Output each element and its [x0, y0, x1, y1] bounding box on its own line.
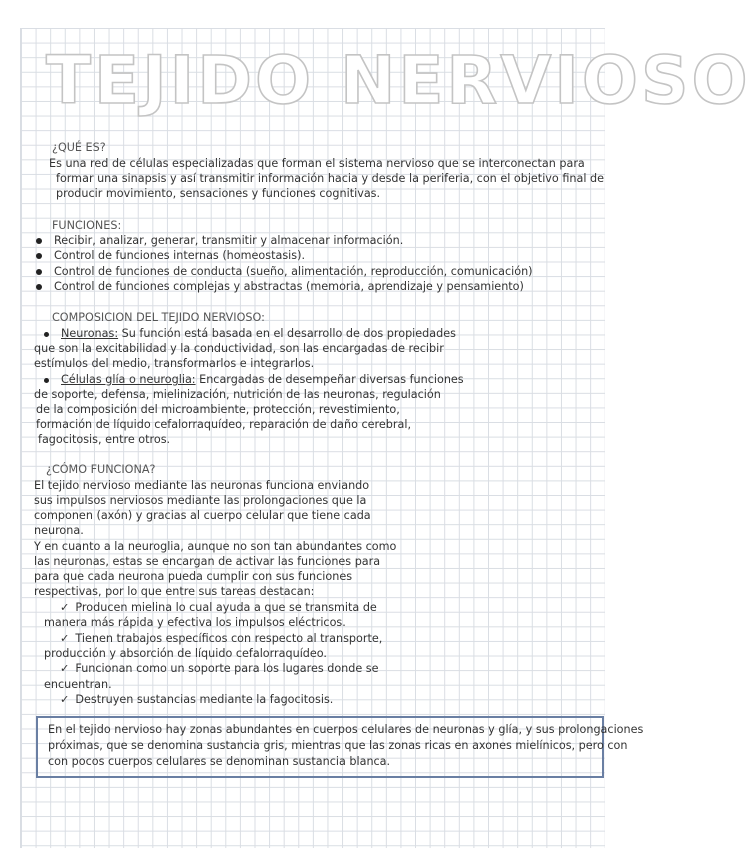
composicion-heading: COMPOSICION DEL TEJIDO NERVIOSO:	[52, 311, 265, 324]
bullet-icon	[36, 253, 42, 259]
glia-line: de soporte, defensa, mielinización, nutrición de las neuronas, regulación	[34, 388, 441, 401]
glia-line: formación de líquido cefalorraquídeo, reparación de daño cerebral,	[36, 418, 412, 431]
funciones-list	[36, 233, 533, 295]
neuronas-line: Neuronas: Su función está basada en el desarrollo de dos propiedades	[44, 326, 456, 341]
neuronas-label: Neuronas:	[61, 327, 119, 340]
como-funciona-line: respectivas, por lo que entre sus tareas destacan:	[34, 585, 315, 598]
glia-line: Células glía o neuroglia: Encargadas de desempeñar diversas funciones	[44, 372, 464, 387]
neuronas-line: que son la excitabilidad y la conductividad, son las encargadas de recibir	[34, 342, 444, 355]
que-es-line: Es una red de células especializadas que forman el sistema nervioso que se interconectan para	[49, 157, 585, 170]
check-item: ✓ Tienen trabajos específicos con respecto al transporte,	[60, 632, 383, 645]
checkmark-icon: ✓	[60, 693, 70, 706]
note-line: En el tejido nervioso hay zonas abundantes en cuerpos celulares de neuronas y glía, y sus prolongaciones	[48, 723, 644, 736]
bullet-icon	[36, 238, 42, 244]
check-item-cont: producción y absorción de líquido cefalorraquídeo.	[44, 647, 327, 660]
check-item: ✓ Destruyen sustancias mediante la fagocitosis.	[60, 693, 334, 706]
como-funciona-line: las neuronas, estas se encargan de activar las funciones para	[34, 555, 381, 568]
neuronas-line: estímulos del medio, transformarlos e integrarlos.	[34, 357, 315, 370]
list-item: Control de funciones complejas y abstractas (memoria, aprendizaje y pensamiento)	[36, 279, 533, 294]
bullet-icon	[44, 332, 49, 337]
que-es-line: producir movimiento, sensaciones y funciones cognitivas.	[56, 187, 381, 200]
page-title: TEJIDO NERVIOSO	[46, 42, 751, 119]
que-es-heading: ¿QUÉ ES?	[52, 141, 106, 154]
como-funciona-line: componen (axón) y gracias al cuerpo celular que tiene cada	[34, 509, 371, 522]
list-item: Control de funciones de conducta (sueño, alimentación, reproducción, comunicación)	[36, 264, 533, 279]
list-item: Recibir, analizar, generar, transmitir y almacenar información.	[36, 233, 533, 248]
como-funciona-line: El tejido nervioso mediante las neuronas funciona enviando	[34, 479, 370, 492]
como-funciona-line: sus impulsos nerviosos mediante las prolongaciones que la	[34, 494, 367, 507]
que-es-line: formar una sinapsis y así transmitir información hacia y desde la periferia, con el objetivo final de	[56, 172, 604, 185]
glia-line: de la composición del microambiente, protección, revestimiento,	[36, 403, 400, 416]
list-item: Control de funciones internas (homeostasis).	[36, 248, 533, 263]
note-line: próximas, que se denomina sustancia gris, mientras que las zonas ricas en axones mielínicos, pero con	[48, 739, 628, 752]
checkmark-icon: ✓	[60, 662, 70, 675]
bullet-icon	[36, 269, 42, 275]
note-box	[36, 716, 644, 778]
bullet-icon	[44, 378, 49, 383]
glia-line: fagocitosis, entre otros.	[38, 433, 171, 446]
como-funciona-heading: ¿CÓMO FUNCIONA?	[46, 463, 156, 476]
check-item: ✓ Funcionan como un soporte para los lugares donde se	[60, 662, 379, 675]
funciones-heading: FUNCIONES:	[52, 219, 122, 232]
como-funciona-line: Y en cuanto a la neuroglia, aunque no son tan abundantes como	[34, 540, 397, 553]
checkmark-icon: ✓	[60, 632, 70, 645]
como-funciona-line: neurona.	[34, 524, 84, 537]
check-item-cont: manera más rápida y efectiva los impulsos eléctricos.	[44, 616, 346, 629]
bullet-icon	[36, 284, 42, 290]
check-item-cont: encuentran.	[44, 678, 112, 691]
check-item: ✓ Producen mielina lo cual ayuda a que se transmita de	[60, 601, 377, 614]
note-line: con pocos cuerpos celulares se denominan sustancia blanca.	[48, 755, 391, 768]
checkmark-icon: ✓	[60, 601, 70, 614]
como-funciona-line: para que cada neurona pueda cumplir con sus funciones	[34, 570, 353, 583]
glia-label: Células glía o neuroglia:	[61, 373, 196, 386]
